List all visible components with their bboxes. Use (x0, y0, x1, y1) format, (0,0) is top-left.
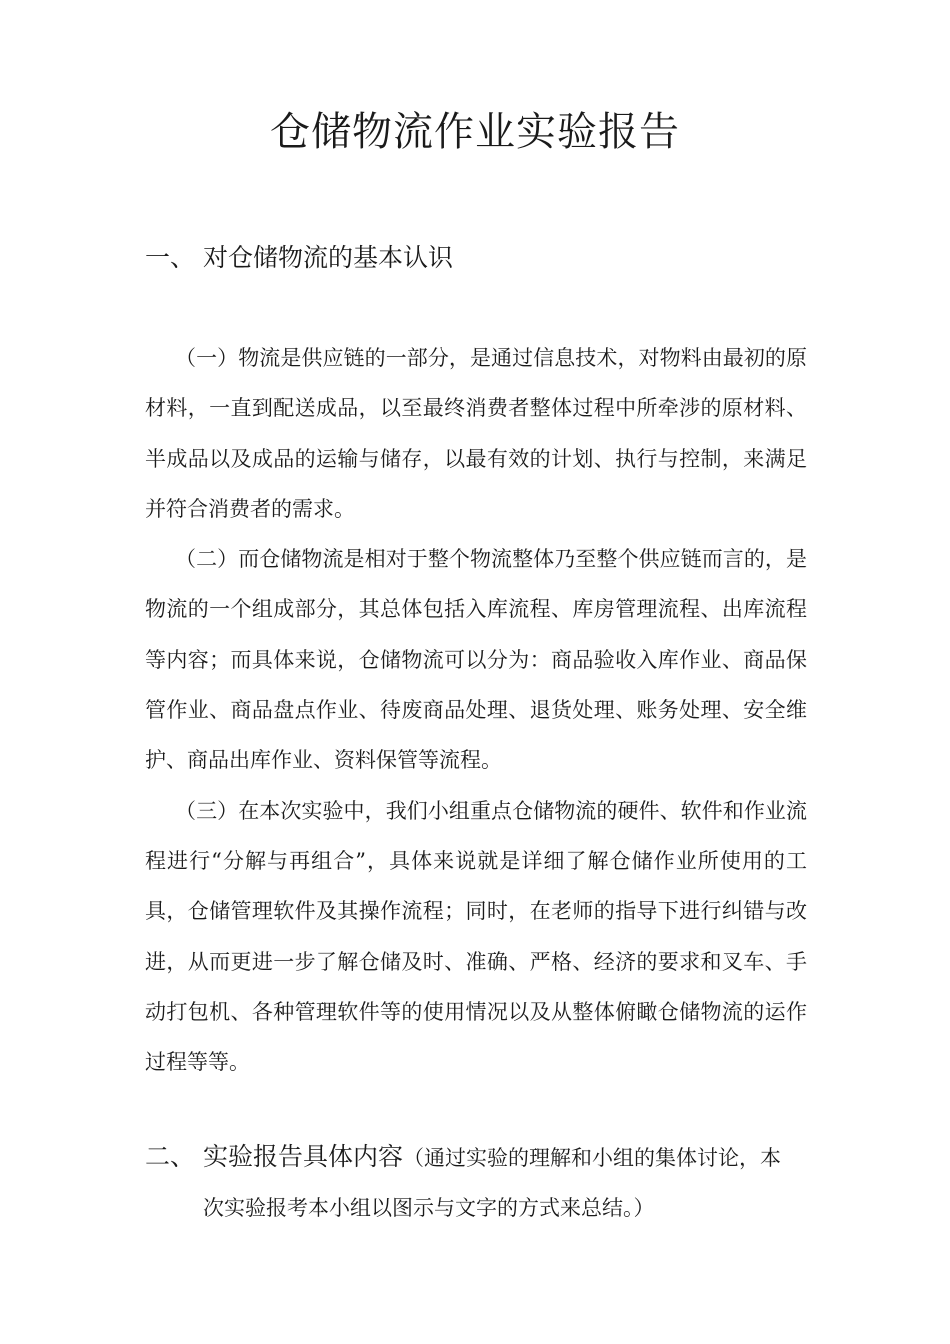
section-2-title: 实验报告具体内容 (203, 1142, 404, 1171)
section-1-body (145, 333, 807, 1087)
paragraph-3: （三）在本次实验中，我们小组重点仓储物流的硬件、软件和作业流程进行“分解与再组合”，具体来说就是详细了解仓储作业所使用的工具，仓储管理软件及其操作流程；同时，在老师的指导下进行纠错与改进，从而更进一步了解仓储及时、准确、严格、经济的要求和叉车、手动打包机、各种管理软件等的使用情况以及从整体俯瞰仓储物流的运作过程等等。 (145, 798, 807, 1075)
section-1-heading (145, 236, 453, 280)
section-2-subtitle-line-2: 次实验报考本小组以图示与文字的方式来总结。） (203, 1196, 655, 1220)
section-2-number: 二、 (145, 1142, 196, 1171)
section-1-number: 一、 (145, 243, 196, 272)
section-2-heading (145, 1132, 807, 1233)
paragraph-2: （二）而仓储物流是相对于整个物流整体乃至整个供应链而言的，是物流的一个组成部分，其总体包括入库流程、库房管理流程、出库流程等内容；而具体来说，仓储物流可以分为：商品验收入库作业、商品保管作业、商品盘点作业、待废商品处理、退货处理、账务处理、安全维护、商品出库作业、资料保管等流程。 (145, 547, 807, 773)
document-title: 仓储物流作业实验报告 (270, 109, 680, 155)
section-1-title: 对仓储物流的基本认识 (203, 243, 454, 272)
paragraph-1: （一）物流是供应链的一部分，是通过信息技术，对物料由最初的原材料，一直到配送成品，以至最终消费者整体过程中所牵涉的原材料、半成品以及成品的运输与储存，以最有效的计划、执行与控制，来满足并符合消费者的需求。 (145, 346, 807, 521)
section-2-heading-line-1 (145, 1132, 807, 1183)
section-2-subtitle-line-1: （通过实验的理解和小组的集体讨论，本 (403, 1146, 782, 1170)
